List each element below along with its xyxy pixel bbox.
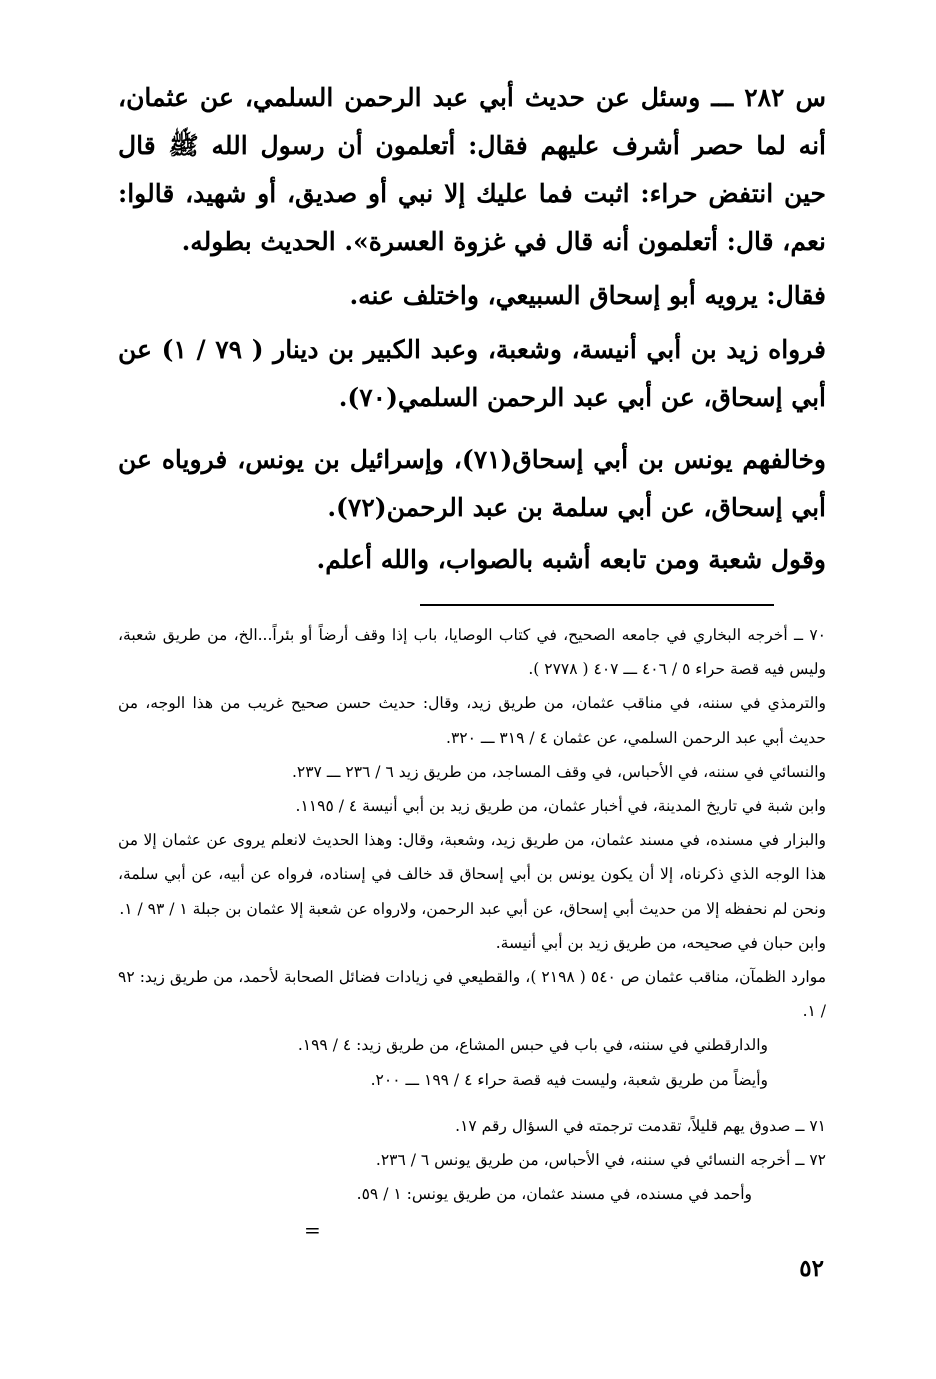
footnote-70: ٧٠ ــ أخرجه البخاري في جامعه الصحيح، في كتاب الوصايا، باب إذا وقف أرضاً أو بئراً...الخ، من طريق شعبة، وليس فيه قصة حراء ٥ / ٤٠٦ ـــ ٤٠٧ ( ٢٧٧٨ ). — [118, 626, 826, 679]
contrary-narration-paragraph: وخالفهم يونس بن أبي إسحاق(٧١)، وإسرائيل بن يونس، فروياه عن أبي إسحاق، عن أبي سلمة بن عبد الرحمن(٧٢). — [118, 445, 826, 522]
continuation-mark: = — [304, 1218, 321, 1242]
narration-paragraph: فرواه زيد بن أبي أنيسة، وشعبة، وعبد الكبير بن دينار ( ٧٩ / ١) عن أبي إسحاق، عن أبي عبد الرحمن السلمي(٧٠). — [118, 335, 826, 412]
answer-paragraph: فقال: يرويه أبو إسحاق السبيعي، واختلف عنه. — [349, 281, 826, 310]
footnotes — [118, 618, 826, 1211]
footnote-70-daraqutni: والدارقطني في سننه، في باب في حبس المشاع، من طريق زيد: ٤ / ١٩٩. — [297, 1036, 768, 1055]
footnote-70-bazzar: والبزار في مسنده، في مسند عثمان، من طريق زيد، وشعبة، وقال: وهذا الحديث لانعلم يروى عن عثمان إلا من هذا الوجه الذي ذكرناه، إلا أن يكون يونس بن أبي إسحاق قد خالف في إسناده، فرواه عن أبيه، عن أبي سلمة، ونحن لم نحفظه إلا من حديث أبي إسحاق، عن أبي عبد الرحمن، ولارواه عن شعبة إلا عثمان بن جبلة ١ / ٩٣ / ١. — [118, 831, 826, 918]
footnote-70-ibn-shabba: وابن شبة في تاريخ المدينة، في أخبار عثمان، من طريق زيد بن أبي أنيسة ٤ / ١١٩٥. — [295, 797, 826, 816]
page-number: ٥٢ — [799, 1255, 824, 1282]
footnote-72-ahmad: وأحمد في مسنده، في مسند عثمان، من طريق يونس: ١ / ٥٩. — [356, 1185, 752, 1204]
footnote-separator — [420, 604, 774, 606]
footnote-72: ٧٢ ــ أخرجه النسائي في سننه، في الأحباس، من طريق يونس ٦ / ٢٣٦. — [375, 1151, 826, 1170]
conclusion-paragraph: وقول شعبة ومن تابعه أشبه بالصواب، والله أعلم. — [316, 545, 826, 574]
footnote-70-also: وأيضاً من طريق شعبة، وليست فيه قصة حراء ٤ / ١٩٩ ـــ ٢٠٠. — [370, 1070, 768, 1089]
question-paragraph: س ٢٨٢ ـــ وسئل عن حديث أبي عبد الرحمن السلمي، عن عثمان، أنه لما حصر أشرف عليهم فقال: أتعلمون أن رسول الله ﷺ قال حين انتفض حراء: اثبت فما عليك إلا نبي أو صديق، أو شهيد، قالوا: نعم، قال: أتعلمون أنه قال في غزوة العسرة». الحديث بطوله. — [118, 83, 826, 256]
footnote-70-nasai: والنسائي في سننه، في الأحباس، في وقف المساجد، من طريق زيد ٦ / ٢٣٦ ـــ ٢٣٧. — [291, 762, 826, 781]
footnote-70-mawarid: موارد الظمآن، مناقب عثمان ص ٥٤٠ ( ٢١٩٨ )، والقطيعي في زيادات فضائل الصحابة لأحمد، من طريق زيد: ٩٢ / ١. — [118, 968, 827, 1021]
footnote-70-ibn-hibban: وابن حبان في صحيحه، من طريق زيد بن أبي أنيسة. — [495, 933, 826, 952]
main-text — [118, 74, 826, 584]
footnote-71: ٧١ ــ صدوق يهم قليلاً، تقدمت ترجمته في السؤال رقم ١٧. — [455, 1116, 826, 1135]
footnote-70-tirmidhi: والترمذي في سننه، في مناقب عثمان، من طريق زيد، وقال: حديث حسن صحيح غريب من هذا الوجه، من حديث أبي عبد الرحمن السلمي، عن عثمان ٤ / ٣١٩ ـــ ٣٢٠. — [118, 694, 826, 747]
